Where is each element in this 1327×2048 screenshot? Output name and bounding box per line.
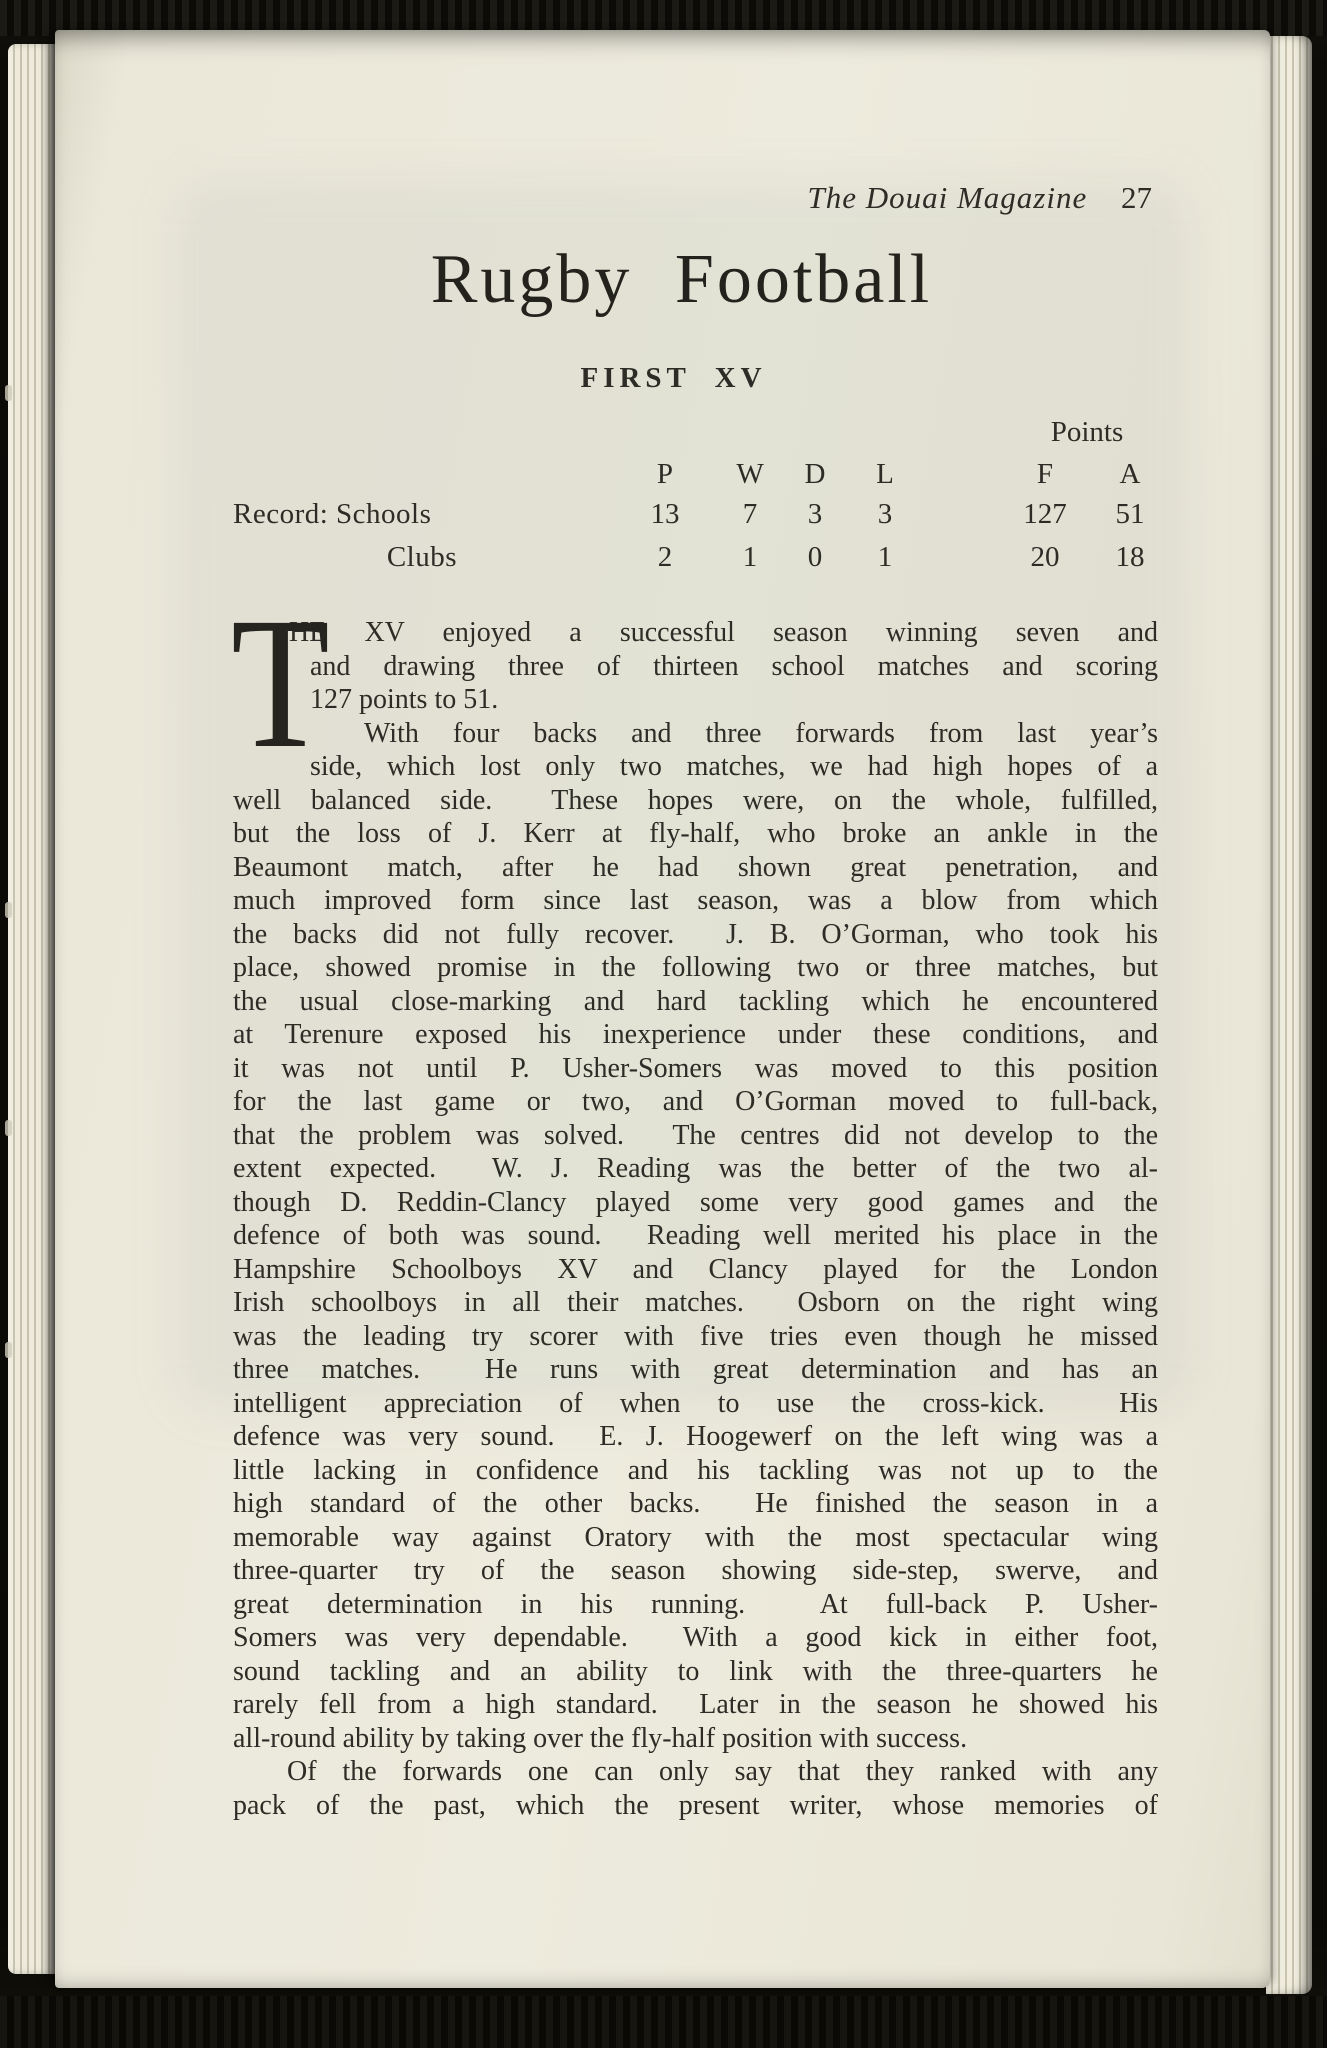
table-cell: 0: [807, 541, 823, 573]
body-line: 127 points to 51.: [310, 684, 499, 715]
body-line: the backs did not fully recover. J. B. O’Gorman, who took his: [233, 918, 1158, 950]
body-line: sound tackling and an ability to link with the three-quarters he: [233, 1655, 1158, 1687]
body-line: great determination in his running. At full-back P. Usher-: [233, 1588, 1158, 1620]
body-line: place, showed promise in the following two or three matches, but: [233, 952, 1158, 983]
body-line: but the loss of J. Kerr at fly-half, who broke an ankle in the: [233, 818, 1158, 849]
article-title: Rugby Football: [430, 241, 933, 318]
body-line: all-round ability by taking over the fly-half position with success.: [233, 1722, 968, 1754]
table-cell: 3: [877, 498, 893, 530]
body-line: three-quarter try of the season showing side-step, swerve, and: [233, 1555, 1158, 1586]
table-cell: 51: [1115, 498, 1145, 530]
body-text: [231, 578, 1158, 1822]
table-cell: 18: [1115, 541, 1145, 573]
body-line: side, which lost only two matches, we had high hopes of a: [310, 751, 1158, 782]
body-line: pack of the past, which the present writer, whose memories of: [233, 1789, 1158, 1821]
section-heading: FIRST XV: [580, 362, 767, 394]
body-line: defence of both was sound. Reading well merited his place in the: [233, 1220, 1158, 1251]
body-line: that the problem was solved. The centres did not develop to the: [233, 1119, 1158, 1151]
page-number: 27: [1121, 180, 1152, 215]
table-column-headers: [55, 458, 1270, 494]
table-cell: 20: [1030, 541, 1060, 573]
table-cell: 7: [742, 498, 758, 530]
binding-stitch: [5, 1342, 12, 1358]
table-cell: 3: [807, 498, 823, 530]
body-line: the usual close-marking and hard tackling which he encountered: [233, 985, 1158, 1017]
right-page-stack: [1266, 36, 1312, 1994]
body-line: Of the forwards one can only say that they ranked with any: [287, 1756, 1158, 1787]
magazine-title: The Douai Magazine: [807, 180, 1088, 215]
body-line: Somers was very dependable. With a good kick in either foot,: [233, 1622, 1158, 1653]
row-label-schools: Record: Schools: [233, 498, 432, 530]
body-line: little lacking in confidence and his tackling was not up to the: [233, 1454, 1158, 1486]
column-header-won: W: [736, 458, 764, 490]
binding-stitch: [5, 1120, 12, 1136]
body-line: at Terenure exposed his inexperience under these conditions, and: [233, 1019, 1158, 1050]
body-line: high standard of the other backs. He finished the season in a: [233, 1488, 1158, 1519]
body-line: memorable way against Oratory with the most spectacular wing: [233, 1521, 1158, 1553]
body-line: rarely fell from a high standard. Later in the season he showed his: [233, 1689, 1158, 1720]
table-cell: 1: [742, 541, 758, 573]
body-line: three matches. He runs with great determination and has an: [233, 1354, 1158, 1385]
points-column-group-label: Points: [1050, 416, 1124, 448]
left-page-edges: [8, 44, 56, 1974]
magazine-page: [55, 30, 1270, 1988]
column-header-drawn: D: [804, 458, 826, 490]
body-line: it was not until P. Usher-Somers was moved to this position: [233, 1052, 1158, 1084]
body-line: HE XV enjoyed a successful season winning seven and: [289, 617, 1158, 648]
table-cell: 1: [877, 541, 893, 573]
drop-cap: T: [231, 578, 330, 787]
binding-stitch: [5, 385, 12, 401]
body-line: extent expected. W. J. Reading was the better of the two al-: [233, 1153, 1158, 1184]
running-header: [807, 180, 1152, 216]
table-cell: 13: [650, 498, 680, 530]
column-header-points-against: A: [1119, 458, 1141, 490]
body-line: was the leading try scorer with five tries even though he missed: [233, 1320, 1158, 1352]
table-cell: 2: [657, 541, 673, 573]
column-header-points-for: F: [1036, 458, 1054, 490]
body-line: for the last game or two, and O’Gorman moved to full-back,: [233, 1086, 1158, 1117]
book-cover-bottom: [0, 1996, 1327, 2048]
column-header-lost: L: [876, 458, 894, 490]
body-line: much improved form since last season, was a blow from which: [233, 885, 1158, 916]
column-header-played: P: [656, 458, 674, 490]
body-line: though D. Reddin-Clancy played some very good games and the: [233, 1186, 1158, 1218]
body-line: well balanced side. These hopes were, on the whole, fulfilled,: [233, 784, 1158, 816]
body-line: and drawing three of thirteen school matches and scoring: [310, 650, 1158, 682]
table-row-clubs: [55, 541, 1270, 577]
row-label-clubs: Clubs: [386, 541, 457, 573]
body-line: With four backs and three forwards from last year’s: [364, 717, 1158, 749]
table-row-schools: [55, 498, 1270, 534]
body-line: intelligent appreciation of when to use the cross-kick. His: [233, 1387, 1158, 1419]
table-cell: 127: [1023, 498, 1067, 530]
binding-stitch: [5, 902, 12, 918]
body-line: Beaumont match, after he had shown great penetration, and: [233, 851, 1158, 883]
body-line: defence was very sound. E. J. Hoogewerf on the left wing was a: [233, 1421, 1158, 1452]
body-line: Irish schoolboys in all their matches. Osborn on the right wing: [233, 1287, 1158, 1318]
body-line: Hampshire Schoolboys XV and Clancy played for the London: [233, 1253, 1158, 1285]
